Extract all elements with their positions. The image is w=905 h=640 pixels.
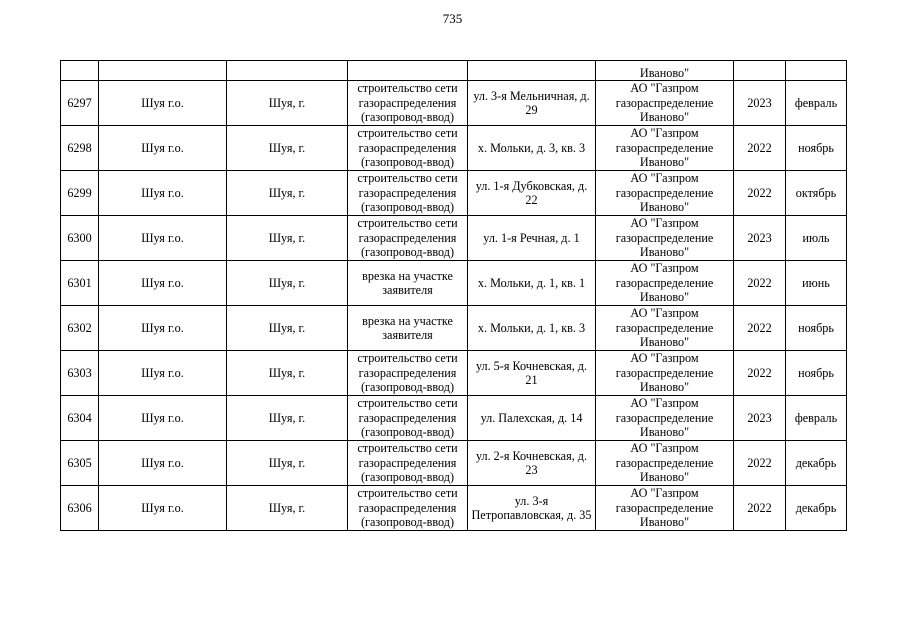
- cell-municipality: Шуя г.о.: [99, 126, 227, 171]
- cell-settlement: Шуя, г.: [227, 306, 348, 351]
- cell-year: 2023: [734, 396, 786, 441]
- cell-work-type: строительство сети газораспределения (газопровод-ввод): [348, 441, 468, 486]
- cell-work-type: строительство сети газораспределения (газопровод-ввод): [348, 216, 468, 261]
- cell-organization: АО "Газпром газораспределение Иваново": [596, 441, 734, 486]
- cell-municipality: Шуя г.о.: [99, 351, 227, 396]
- cell-address: х. Мольки, д. 1, кв. 3: [468, 306, 596, 351]
- cell-organization: АО "Газпром газораспределение Иваново": [596, 486, 734, 531]
- cell-address: ул. Палехская, д. 14: [468, 396, 596, 441]
- cell-work-type: строительство сети газораспределения (газопровод-ввод): [348, 396, 468, 441]
- cell-month: февраль: [786, 81, 847, 126]
- cell-month: октябрь: [786, 171, 847, 216]
- cell-year: 2022: [734, 486, 786, 531]
- cell-address: ул. 5-я Кочневская, д. 21: [468, 351, 596, 396]
- cell-settlement: Шуя, г.: [227, 216, 348, 261]
- cell-address: х. Мольки, д. 1, кв. 1: [468, 261, 596, 306]
- cell-address: ул. 3-я Петропавловская, д. 35: [468, 486, 596, 531]
- cell-address: ул. 3-я Мельничная, д. 29: [468, 81, 596, 126]
- table-row: [61, 126, 847, 171]
- cell-number: 6297: [61, 81, 99, 126]
- cell-municipality: Шуя г.о.: [99, 396, 227, 441]
- cell-year: 2022: [734, 351, 786, 396]
- cell-organization: АО "Газпром газораспределение Иваново": [596, 171, 734, 216]
- table-row: [61, 81, 847, 126]
- cell-year: 2022: [734, 171, 786, 216]
- cell-work-type: строительство сети газораспределения (газопровод-ввод): [348, 81, 468, 126]
- cell-municipality: Шуя г.о.: [99, 306, 227, 351]
- cell-year: 2023: [734, 81, 786, 126]
- table-row: [61, 261, 847, 306]
- cell-municipality: Шуя г.о.: [99, 441, 227, 486]
- cell-organization: АО "Газпром газораспределение Иваново": [596, 216, 734, 261]
- cell-number: 6301: [61, 261, 99, 306]
- cell-work-type: врезка на участке заявителя: [348, 306, 468, 351]
- cell-organization: АО "Газпром газораспределение Иваново": [596, 306, 734, 351]
- cell-month: июль: [786, 216, 847, 261]
- page-number: 735: [442, 11, 463, 26]
- cell-work-type: [348, 61, 468, 81]
- cell-organization: АО "Газпром газораспределение Иваново": [596, 396, 734, 441]
- table-row: [61, 351, 847, 396]
- cell-organization: АО "Газпром газораспределение Иваново": [596, 81, 734, 126]
- cell-settlement: Шуя, г.: [227, 396, 348, 441]
- cell-month: февраль: [786, 396, 847, 441]
- table-row: [61, 171, 847, 216]
- cell-year: 2022: [734, 441, 786, 486]
- table-row: [61, 216, 847, 261]
- cell-settlement: Шуя, г.: [227, 486, 348, 531]
- cell-number: 6299: [61, 171, 99, 216]
- cell-organization: АО "Газпром газораспределение Иваново": [596, 261, 734, 306]
- cell-municipality: Шуя г.о.: [99, 171, 227, 216]
- cell-month: [786, 61, 847, 81]
- cell-municipality: Шуя г.о.: [99, 81, 227, 126]
- cell-number: 6303: [61, 351, 99, 396]
- cell-work-type: врезка на участке заявителя: [348, 261, 468, 306]
- cell-municipality: Шуя г.о.: [99, 261, 227, 306]
- cell-year: 2022: [734, 126, 786, 171]
- cell-work-type: строительство сети газораспределения (газопровод-ввод): [348, 126, 468, 171]
- cell-work-type: строительство сети газораспределения (газопровод-ввод): [348, 486, 468, 531]
- cell-month: декабрь: [786, 486, 847, 531]
- table-row: [61, 306, 847, 351]
- cell-settlement: Шуя, г.: [227, 126, 348, 171]
- cell-settlement: [227, 61, 348, 81]
- cell-address: ул. 1-я Речная, д. 1: [468, 216, 596, 261]
- cell-number: 6306: [61, 486, 99, 531]
- continuation-row: [61, 61, 847, 81]
- cell-address: х. Мольки, д. 3, кв. 3: [468, 126, 596, 171]
- cell-municipality: Шуя г.о.: [99, 486, 227, 531]
- cell-month: ноябрь: [786, 351, 847, 396]
- table-row: [61, 396, 847, 441]
- cell-municipality: Шуя г.о.: [99, 216, 227, 261]
- cell-address: ул. 2-я Кочневская, д. 23: [468, 441, 596, 486]
- cell-work-type: строительство сети газораспределения (газопровод-ввод): [348, 171, 468, 216]
- cell-address: ул. 1-я Дубковская, д. 22: [468, 171, 596, 216]
- cell-year: 2022: [734, 261, 786, 306]
- cell-address: [468, 61, 596, 81]
- cell-number: 6304: [61, 396, 99, 441]
- cell-number: 6298: [61, 126, 99, 171]
- table-row: [61, 441, 847, 486]
- cell-settlement: Шуя, г.: [227, 351, 348, 396]
- cell-year: 2023: [734, 216, 786, 261]
- cell-number: [61, 61, 99, 81]
- table-row: [61, 486, 847, 531]
- cell-work-type: строительство сети газораспределения (газопровод-ввод): [348, 351, 468, 396]
- cell-year: [734, 61, 786, 81]
- cell-settlement: Шуя, г.: [227, 261, 348, 306]
- cell-year: 2022: [734, 306, 786, 351]
- cell-month: ноябрь: [786, 126, 847, 171]
- cell-number: 6305: [61, 441, 99, 486]
- cell-number: 6302: [61, 306, 99, 351]
- cell-organization: АО "Газпром газораспределение Иваново": [596, 351, 734, 396]
- cell-organization: Иваново": [596, 61, 734, 81]
- cell-month: декабрь: [786, 441, 847, 486]
- cell-settlement: Шуя, г.: [227, 171, 348, 216]
- cell-settlement: Шуя, г.: [227, 441, 348, 486]
- cell-settlement: Шуя, г.: [227, 81, 348, 126]
- cell-month: ноябрь: [786, 306, 847, 351]
- cell-month: июнь: [786, 261, 847, 306]
- table-body: [61, 61, 847, 531]
- cell-number: 6300: [61, 216, 99, 261]
- cell-municipality: [99, 61, 227, 81]
- registry-table: [60, 60, 847, 531]
- cell-organization: АО "Газпром газораспределение Иваново": [596, 126, 734, 171]
